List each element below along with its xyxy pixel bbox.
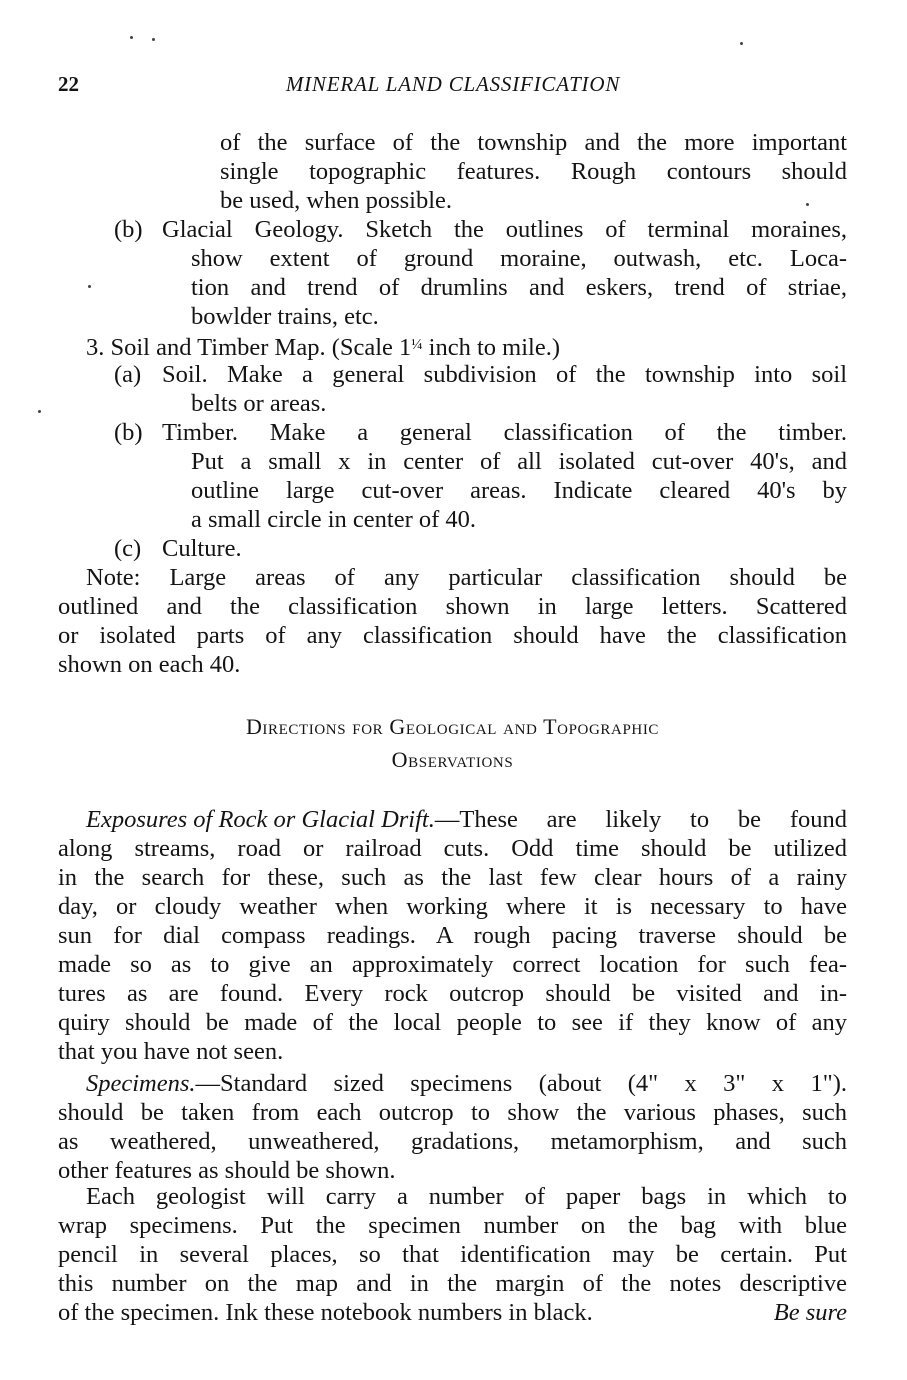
exposures-line-9: that you have not seen. bbox=[58, 1038, 284, 1065]
specimens-heading: Specimens. bbox=[86, 1070, 196, 1097]
note-line-2: outlined and the classification shown in large letters. Scattered bbox=[58, 593, 847, 620]
paper-bags-line-4: this number on the map and in the margin of the notes descriptive bbox=[58, 1270, 847, 1297]
paper-bags-line-3: pencil in several places, so that identification may be certain. Put bbox=[58, 1241, 847, 1268]
section-heading-line-2: Observations bbox=[391, 747, 514, 772]
specimens-line-3: as weathered, unweathered, gradations, metamorphism, and such bbox=[58, 1128, 847, 1155]
specimens-line-1-rest: —Standard sized specimens (about (4" x 3" x 1"). bbox=[195, 1070, 847, 1097]
soil-timber-map-number: 3. bbox=[86, 334, 105, 361]
exposures-line-1 bbox=[86, 805, 847, 834]
glacial-geology-marker: (b) bbox=[114, 216, 143, 243]
note-line-1: Note: Large areas of any particular classification should be bbox=[86, 564, 847, 591]
paper-bags-line-5 bbox=[58, 1298, 847, 1327]
exposures-line-4: day, or cloudy weather when working where it is necessary to have bbox=[58, 893, 847, 920]
exposures-line-1-rest: —These are likely to be found bbox=[434, 806, 847, 833]
timber-line-2: Put a small x in center of all isolated cut-over 40's, and bbox=[191, 448, 847, 475]
exposures-heading: Exposures of Rock or Glacial Drift. bbox=[86, 806, 435, 833]
topography-line-1: of the surface of the township and the more important bbox=[220, 129, 847, 156]
timber-line-4: a small circle in center of 40. bbox=[191, 506, 477, 533]
specimens-line-1 bbox=[86, 1069, 847, 1098]
scan-speck bbox=[130, 36, 133, 39]
topography-line-2: single topographic features. Rough contours should bbox=[220, 158, 847, 185]
exposures-line-7: tures as are found. Every rock outcrop should be visited and in- bbox=[58, 980, 847, 1007]
soil-timber-map-title: Soil and Timber Map. (Scale 1 bbox=[110, 334, 412, 361]
exposures-line-3: in the search for these, such as the last few clear hours of a rainy bbox=[58, 864, 847, 891]
glacial-geology-line-3: tion and trend of drumlins and eskers, trend of striae, bbox=[191, 274, 847, 301]
soil-line-1: Soil. Make a general subdivision of the township into soil bbox=[162, 361, 847, 388]
note-line-4: shown on each 40. bbox=[58, 651, 241, 678]
section-heading-line-1: Directions for Geological and Topographic bbox=[245, 714, 660, 739]
soil-timber-map-heading bbox=[86, 331, 560, 362]
scan-speck bbox=[88, 285, 91, 288]
soil-line-2: belts or areas. bbox=[191, 390, 327, 417]
exposures-line-6: made so as to give an approximately correct location for such fea- bbox=[58, 951, 847, 978]
page-number: 22 bbox=[58, 72, 79, 96]
culture-label: Culture. bbox=[162, 535, 242, 562]
running-title: MINERAL LAND CLASSIFICATION bbox=[285, 72, 621, 96]
glacial-geology-line-1: Glacial Geology. Sketch the outlines of terminal moraines, bbox=[162, 216, 847, 243]
scan-speck bbox=[806, 203, 809, 206]
paper-bags-line-2: wrap specimens. Put the specimen number on the bag with blue bbox=[58, 1212, 847, 1239]
scale-fraction: ¼ bbox=[411, 337, 423, 353]
topography-line-3: be used, when possible. bbox=[220, 187, 453, 214]
note-line-3: or isolated parts of any classification should have the classification bbox=[58, 622, 847, 649]
running-head bbox=[58, 72, 848, 102]
scan-speck bbox=[740, 42, 743, 45]
paper-bags-line-5-start: of the specimen. Ink these notebook numbers in black. bbox=[58, 1299, 593, 1326]
exposures-line-8: quiry should be made of the local people to see if they know of any bbox=[58, 1009, 847, 1036]
paper-bags-line-1: Each geologist will carry a number of paper bags in which to bbox=[86, 1183, 847, 1210]
specimens-line-2: should be taken from each outcrop to show the various phases, such bbox=[58, 1099, 847, 1126]
glacial-geology-line-4: bowlder trains, etc. bbox=[191, 303, 379, 330]
scan-speck bbox=[152, 38, 155, 41]
paper-bags-line-5-end: Be sure bbox=[773, 1299, 847, 1326]
soil-marker: (a) bbox=[114, 361, 142, 388]
exposures-line-5: sun for dial compass readings. A rough pacing traverse should be bbox=[58, 922, 847, 949]
timber-line-1: Timber. Make a general classification of the timber. bbox=[162, 419, 847, 446]
timber-marker: (b) bbox=[114, 419, 143, 446]
specimens-line-4: other features as should be shown. bbox=[58, 1157, 396, 1184]
timber-line-3: outline large cut-over areas. Indicate cleared 40's by bbox=[191, 477, 847, 504]
glacial-geology-line-2: show extent of ground moraine, outwash, etc. Loca- bbox=[191, 245, 847, 272]
soil-timber-map-title-end: inch to mile.) bbox=[422, 334, 560, 361]
scan-speck bbox=[38, 410, 41, 413]
culture-marker: (c) bbox=[114, 535, 142, 562]
exposures-line-2: along streams, road or railroad cuts. Odd time should be utilized bbox=[58, 835, 847, 862]
